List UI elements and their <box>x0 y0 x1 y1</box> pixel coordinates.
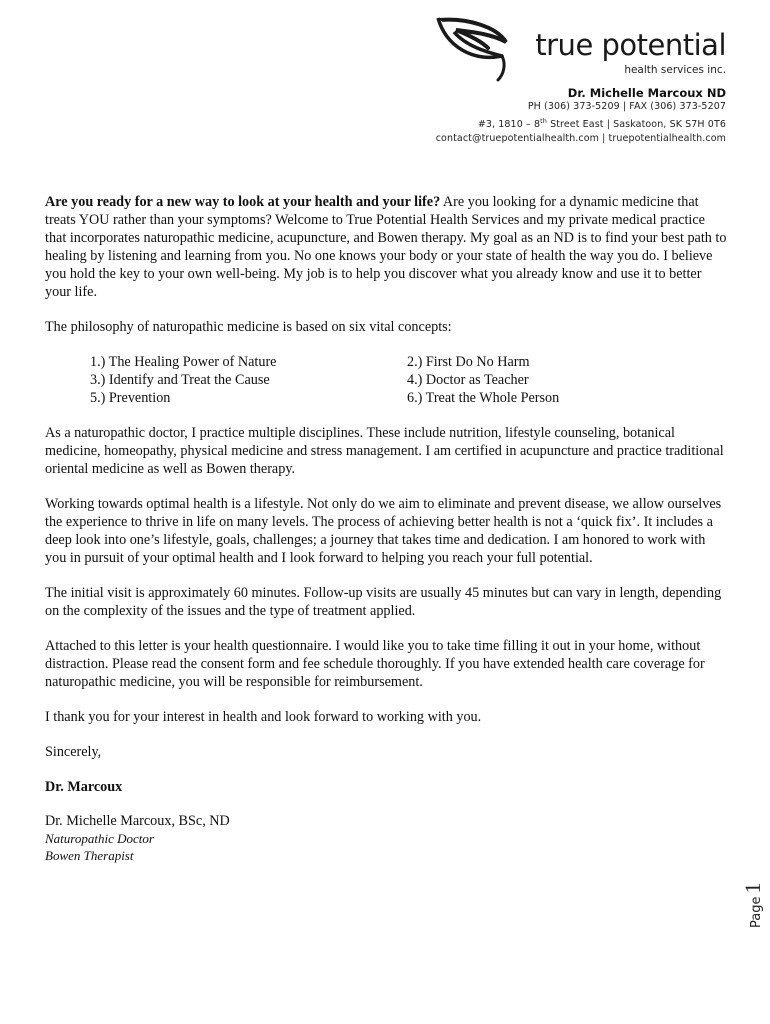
thanks-paragraph: I thank you for your interest in health and look forward to working with you. <box>45 709 482 725</box>
disciplines-paragraph: As a naturopathic doctor, I practice multiple disciplines. These include nutrition, lifestyle counseling, botanical medicine, homeopathy, physical medicine and stress management. I am certified in acupuncture and practice traditional oriental medicine as well as Bowen therapy. <box>45 425 724 477</box>
page-label: Page <box>749 896 764 928</box>
concept-item: 3.) Identify and Treat the Cause <box>90 372 270 388</box>
intro-bold: Are you ready for a new way to look at your health and your life? <box>45 194 441 210</box>
signature-text: Dr. Marcoux <box>45 779 123 795</box>
page-number <box>740 883 766 928</box>
intro-rest: Are you looking for a dynamic medicine that treats YOU rather than your symptoms? Welcome to True Potential Health Services and my private medical practice that incorporates naturopathic medicine, acupuncture, and Bowen therapy. My goal as an ND is to find your best path to healing by listening and learning from you. No one knows your body or your state of health the way you do. I believe you hold the key to your own well-being. My job is to help you discover what you already know and use it to better your life. <box>45 194 727 300</box>
concept-item: 4.) Doctor as Teacher <box>407 372 529 388</box>
address <box>366 114 726 132</box>
doctor-name: Dr. Michelle Marcoux ND <box>567 86 726 100</box>
address-pre: #3, 1810 – 8 <box>477 119 541 131</box>
web-contact: contact@truepotentialhealth.com | truepotentialhealth.com <box>435 133 726 145</box>
brand-logo <box>366 14 726 82</box>
address-post: Street East | Saskatoon, SK S7H 0T6 <box>546 119 726 131</box>
concepts-list <box>90 353 729 407</box>
signature <box>45 778 729 796</box>
sign-title-2: Bowen Therapist <box>45 848 134 863</box>
sign-title-1: Naturopathic Doctor <box>45 831 154 846</box>
address-sup: th <box>540 117 547 125</box>
concept-item: 2.) First Do No Harm <box>407 354 530 370</box>
sign-name: Dr. Michelle Marcoux, BSc, ND <box>45 813 230 829</box>
lifestyle-paragraph: Working towards optimal health is a lifestyle. Not only do we aim to eliminate and prevent disease, we allow ourselves the experience to thrive in life on many levels. The process of achieving better health is not a ‘quick fix’. It includes a deep look into one’s lifestyle, goals, challenges; a journey that takes time and dedication. I am honored to work with you in pursuit of your optimal health and I look forward to helping you reach your full potential. <box>45 496 722 566</box>
leaf-swirl-icon <box>436 16 516 82</box>
letterhead <box>366 14 726 146</box>
concept-item: 1.) The Healing Power of Nature <box>90 354 277 370</box>
closing: Sincerely, <box>45 744 102 760</box>
brand-subtitle: health services inc. <box>624 64 726 76</box>
page-number-value: 1 <box>740 882 765 894</box>
signature-block <box>45 813 729 864</box>
letter-body <box>45 193 729 864</box>
phone-fax: PH (306) 373-5209 | FAX (306) 373-5207 <box>527 101 726 112</box>
brand-name: true potential <box>535 28 726 62</box>
visit-paragraph: The initial visit is approximately 60 minutes. Follow-up visits are usually 45 minutes but can vary in length, depending on the complexity of the issues and the type of treatment applied. <box>45 585 722 619</box>
questionnaire-paragraph: Attached to this letter is your health questionnaire. I would like you to take time filling it out in your home, without distraction. Please read the consent form and fee schedule thoroughly. If you have extended health care coverage for naturopathic medicine, you will be responsible for reimbursement. <box>45 638 705 690</box>
concept-item: 5.) Prevention <box>90 390 171 406</box>
intro-paragraph <box>45 193 729 301</box>
philosophy-intro: The philosophy of naturopathic medicine is based on six vital concepts: <box>45 319 452 335</box>
concept-item: 6.) Treat the Whole Person <box>407 390 560 406</box>
